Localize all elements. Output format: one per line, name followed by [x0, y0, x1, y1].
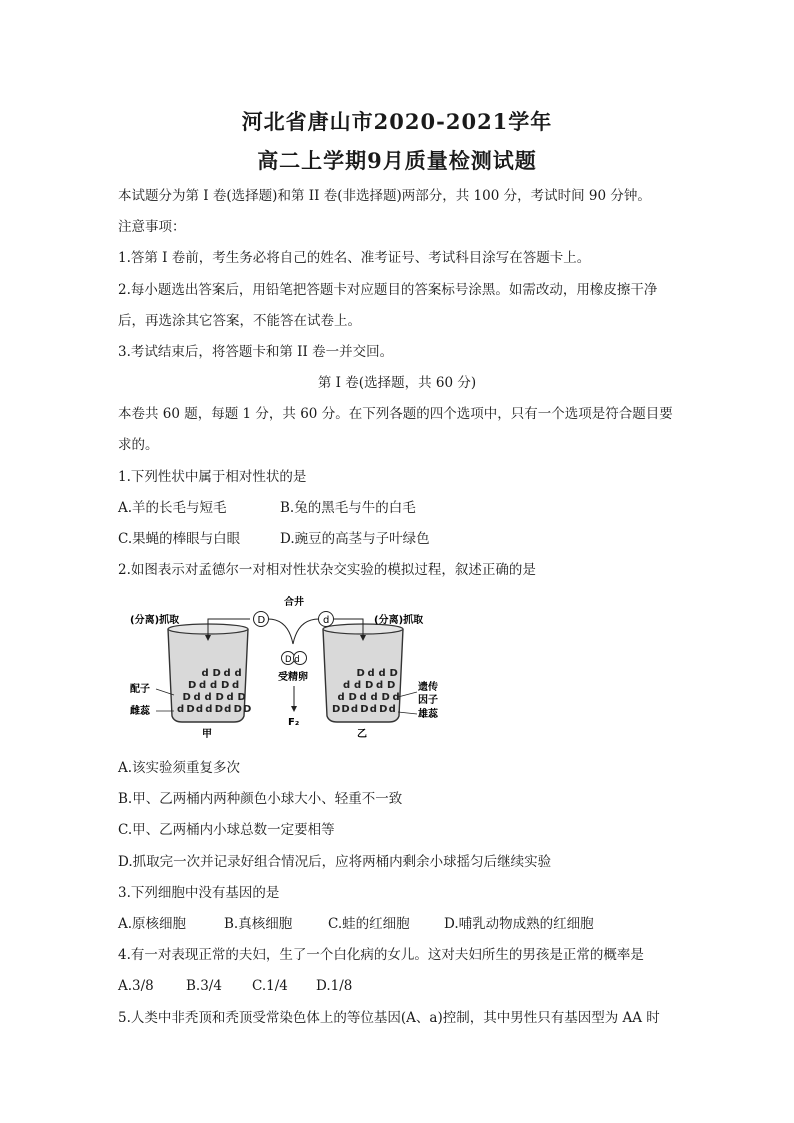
bucket-left-ball: d	[201, 668, 209, 679]
gene-label-line1: 遗传	[418, 682, 438, 693]
pistil-left-label: 雌蕊	[130, 706, 150, 717]
q1-option-a: A.羊的长毛与短毛	[118, 500, 227, 516]
bucket-left-ball: d	[223, 668, 231, 679]
q2-option-b: B.甲、乙两桶内两种颜色小球大小、轻重不一致	[118, 791, 403, 807]
bucket-right-ball: d	[350, 704, 359, 715]
bucket-left-ball: d	[193, 692, 201, 703]
bucket-left-ball: D	[243, 704, 252, 715]
q3-option-a: A.原核细胞	[118, 916, 187, 932]
bucket-left-ball: d	[210, 680, 218, 691]
gamete-label: 配子	[130, 684, 150, 695]
bucket-left-ball: d	[232, 680, 240, 691]
q2-option-a: A.该实验须重复多次	[118, 760, 241, 776]
bucket-right-ball: d	[359, 692, 367, 703]
section1-desc-line1: 本卷共 60 题，每题 1 分，共 60 分。在下列各题的四个选项中，只有一个选项是符合题目要	[118, 406, 673, 422]
bucket-left-ball: D	[215, 692, 224, 703]
q4-option-c: C.1/4	[252, 978, 288, 994]
q3-stem: 3.下列细胞中没有基因的是	[118, 885, 280, 901]
bucket-left-ball: d	[205, 704, 213, 715]
bucket-right-ball: d	[378, 668, 386, 679]
bucket-left-ball: D	[212, 668, 221, 679]
extracted-ball-D-label: D	[257, 615, 266, 626]
q2-option-d: D.抓取完一次并记录好组合情况后，应将两桶内剩余小球摇匀后继续实验	[118, 854, 552, 870]
notes-heading: 注意事项：	[118, 219, 186, 235]
bucket-left-ball: d	[226, 692, 234, 703]
doc-title-line2: 高二上学期9月质量检测试题	[257, 148, 537, 173]
bucket-left-ball: D	[214, 704, 224, 715]
q3-option-d: D.哺乳动物成熟的红细胞	[444, 916, 594, 932]
section1-heading: 第 I 卷(选择题，共 60 分)	[317, 375, 477, 391]
q1-stem: 1.下列性状中属于相对性状的是	[118, 469, 307, 485]
left-grab-label: (分离)抓取	[130, 615, 180, 626]
bucket-right-ball: d	[370, 692, 378, 703]
bucket-left-ball: D	[182, 692, 191, 703]
q2-option-c: C.甲、乙两桶内小球总数一定要相等	[118, 822, 335, 838]
right-grab-label: (分离)抓取	[374, 615, 424, 626]
bucket-right-ball: D	[381, 692, 390, 703]
bucket-left-ball: D	[188, 680, 197, 691]
bucket-right-ball: D	[356, 668, 365, 679]
bucket-right-ball: D	[332, 704, 341, 715]
bucket-right-ball: D	[379, 704, 388, 715]
note-2-line2: 后，再选涂其它答案，不能答在试卷上。	[118, 313, 361, 329]
bucket-right-ball: d	[367, 668, 375, 679]
q1-option-d: D.豌豆的高茎与子叶绿色	[280, 531, 430, 547]
bucket-right-ball: d	[369, 704, 377, 715]
bucket-right-ball: D	[387, 680, 396, 691]
bucket-right-ball: D	[389, 668, 398, 679]
combine-label: 合井	[284, 597, 304, 608]
bucket-left-ball: D	[237, 692, 246, 703]
bucket-right-ball: D	[365, 680, 374, 691]
q5-stem: 5.人类中非秃顶和秃顶受常染色体上的等位基因(A、a)控制，其中男性只有基因型为 AA 时	[118, 1010, 660, 1026]
q1-option-b: B.兔的黑毛与牛的白毛	[280, 500, 416, 516]
bucket-right-ball: d	[392, 692, 400, 703]
bucket-right-ball: d	[354, 680, 362, 691]
q4-option-d: D.1/8	[316, 978, 353, 994]
zygote-pair-label: D d	[285, 655, 300, 665]
q3-option-c: C.蛙的红细胞	[328, 916, 410, 932]
bucket-left-label: 甲	[202, 729, 212, 740]
doc-title-line1: 河北省唐山市2020-2021学年	[241, 109, 553, 134]
bucket-right-ball: d	[376, 680, 384, 691]
note-1: 1.答第 I 卷前，考生务必将自己的姓名、准考证号、考试科目涂写在答题卡上。	[118, 250, 591, 266]
bucket-left-ball: D	[186, 704, 195, 715]
note-2-line1: 2.每小题选出答案后，用铅笔把答题卡对应题目的答案标号涂黑。如需改动，用橡皮擦干净	[118, 282, 658, 298]
q4-option-a: A.3/8	[118, 978, 154, 994]
intro-description: 本试题分为第 I 卷(选择题)和第 II 卷(非选择题)两部分，共 100 分，考试时间 90 分钟。	[118, 188, 651, 204]
q3-option-b: B.真核细胞	[224, 916, 293, 932]
bucket-left-ball: D	[233, 704, 242, 715]
section1-desc-line2: 求的。	[118, 437, 159, 453]
bucket-left-ball: d	[177, 704, 185, 715]
bucket-left-ball: d	[195, 704, 204, 715]
q2-stem: 2.如图表示对孟德尔一对相对性状杂交实验的模拟过程，叙述正确的是	[118, 562, 536, 578]
q1-option-c: C.果蝇的棒眼与白眼	[118, 531, 241, 547]
note-3: 3.考试结束后，将答题卡和第 II 卷一并交回。	[118, 344, 394, 360]
mendel-simulation-figure	[128, 594, 448, 742]
bucket-left-ball: d	[199, 680, 207, 691]
gene-label-line2: 因子	[418, 695, 438, 706]
bucket-left-ball: D	[221, 680, 230, 691]
bucket-right-ball: d	[388, 704, 396, 715]
pistil-right-label: 雄蕊	[418, 709, 438, 720]
bucket-right-ball: D	[341, 704, 350, 715]
bucket-left-ball: d	[224, 704, 232, 715]
q4-stem: 4.有一对表现正常的夫妇，生了一个白化病的女儿。这对夫妇所生的男孩是正常的概率是	[118, 947, 644, 963]
bucket-right-ball: d	[337, 692, 345, 703]
bucket-right-ball: d	[343, 680, 351, 691]
bucket-left-ball: d	[204, 692, 212, 703]
bucket-left-ball: d	[234, 668, 242, 679]
extracted-ball-d-label: d	[323, 615, 330, 626]
q4-option-b: B.3/4	[186, 978, 222, 994]
zygote-label: 受精卵	[278, 672, 308, 683]
bucket-right-label: 乙	[357, 729, 367, 740]
bucket-right-ball: D	[348, 692, 357, 703]
bucket-right-ball: D	[360, 704, 369, 715]
f2-label: F₂	[288, 717, 300, 728]
